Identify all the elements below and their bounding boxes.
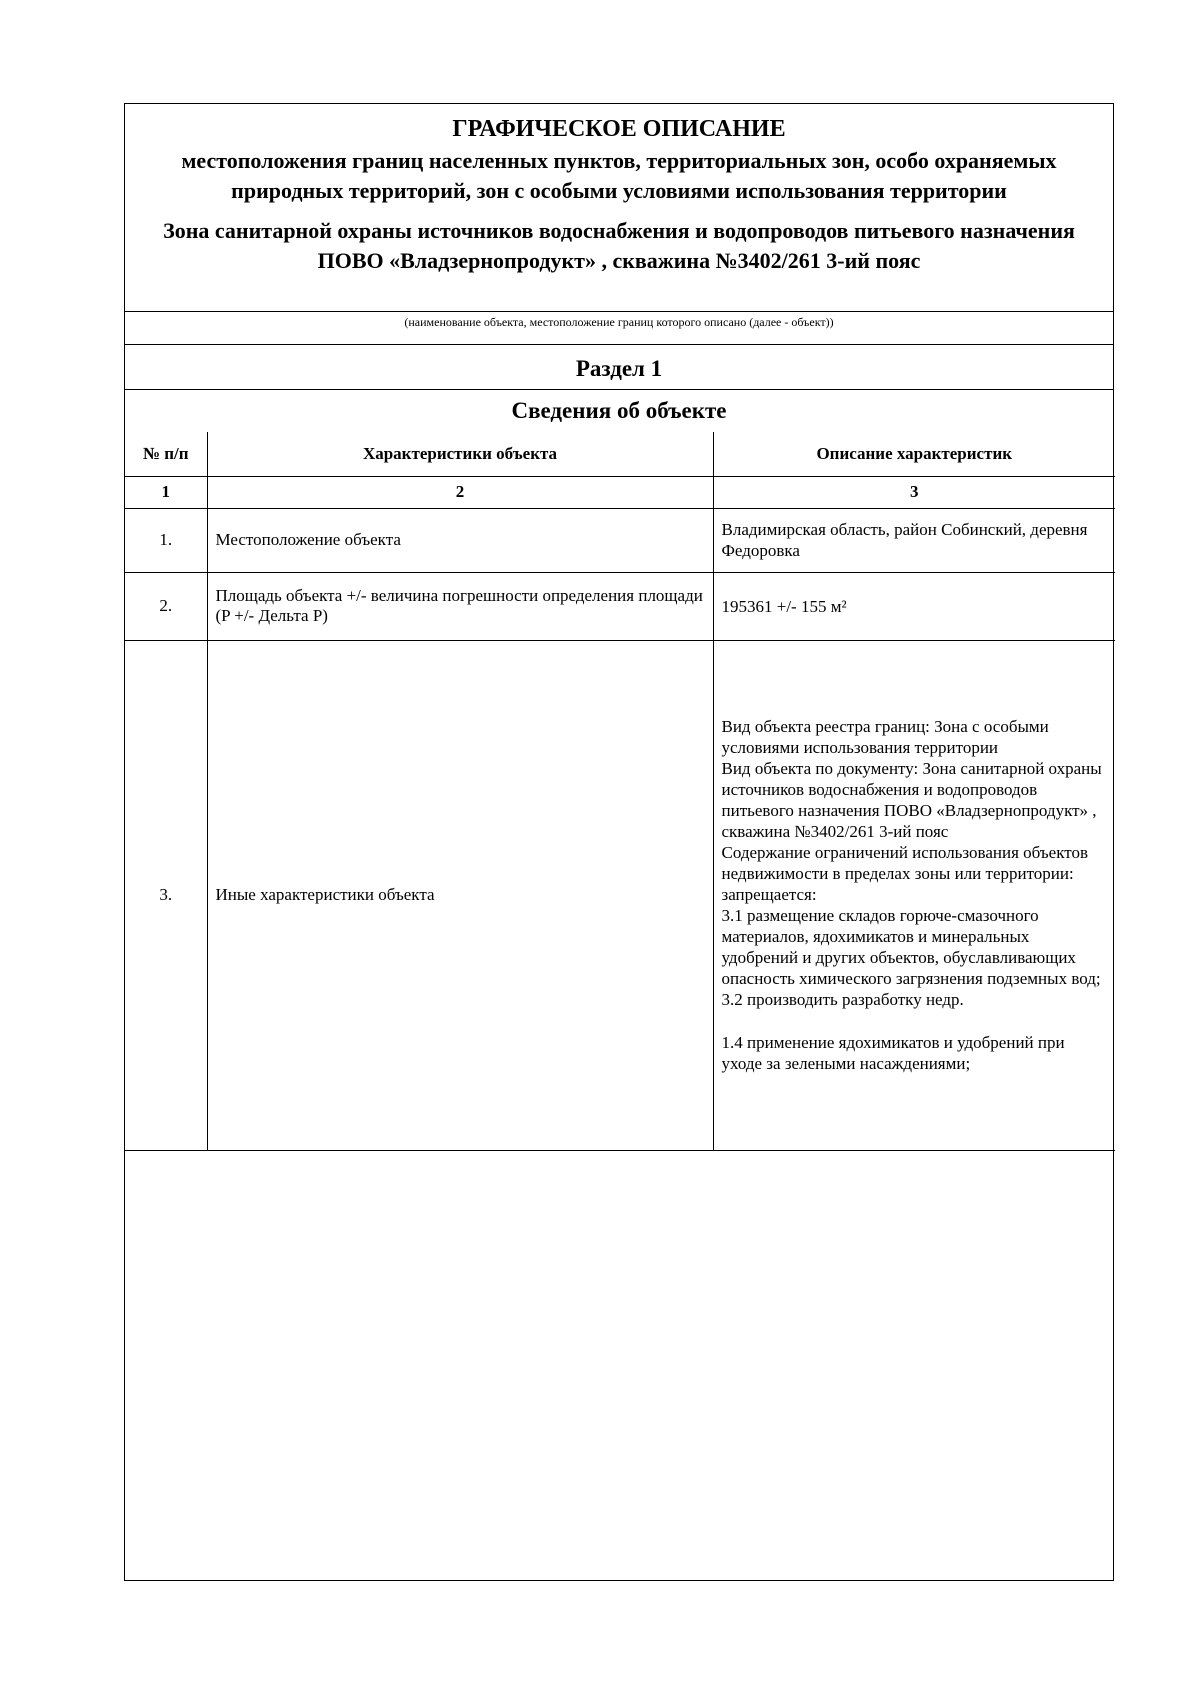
object-name: Зона санитарной охраны источников водоснабжения и водопроводов питьевого назначения ПОВО «Владзернопродукт» , скважина №3402/261 3-ий пояс bbox=[163, 218, 1075, 273]
row-description-main: Вид объекта реестра границ: Зона с особыми условиями использования территории Вид объекта по документу: Зона санитарной охраны источников водоснабжения и водопроводов питьевого назначения ПОВО «Владзернопродукт» , скважина №3402/261 3-ий пояс Содержание ограничений использования объектов недвижимости в пределах зоны или территории: запрещается: 3.1 размещение складов горюче-смазочного материалов, ядохимикатов и минеральных удобрений и других объектов, обуславливающих опасность химического загрязнения подземных вод; 3.2 производить разработку недр. bbox=[721, 717, 1102, 1009]
row-characteristic: Местоположение объекта bbox=[207, 508, 713, 572]
object-info-table bbox=[125, 432, 1115, 1151]
table-row bbox=[125, 640, 1115, 1150]
column-number-2: 2 bbox=[207, 476, 713, 508]
section-subtitle: Сведения об объекте bbox=[511, 398, 727, 423]
document-subtitle: местоположения границ населенных пунктов, территориальных зон, особо охраняемых природных территорий, зон с особыми условиями использования территории bbox=[181, 148, 1057, 203]
section-divider bbox=[125, 389, 1113, 390]
table-header-row bbox=[125, 432, 1115, 476]
row-number: 2. bbox=[125, 572, 207, 640]
header-number: № п/п bbox=[125, 432, 207, 476]
column-number-3: 3 bbox=[713, 476, 1115, 508]
row-characteristic: Площадь объекта +/- величина погрешности определения площади (P +/- Дельта P) bbox=[207, 572, 713, 640]
row-characteristic: Иные характеристики объекта bbox=[207, 640, 713, 1150]
document-title: ГРАФИЧЕСКОЕ ОПИСАНИЕ bbox=[452, 116, 786, 142]
object-caption: (наименование объекта, местоположение границ которого описано (далее - объект)) bbox=[404, 315, 834, 329]
row-description-extra: 1.4 применение ядохимикатов и удобрений при уходе за зелеными насаждениями; bbox=[721, 1033, 1065, 1073]
document-frame bbox=[124, 103, 1114, 1581]
header-description: Описание характеристик bbox=[713, 432, 1115, 476]
column-number-row bbox=[125, 476, 1115, 508]
row-description: 195361 +/- 155 м² bbox=[713, 572, 1115, 640]
caption-divider bbox=[125, 344, 1113, 345]
description-spacer bbox=[722, 1010, 1108, 1032]
row-number: 3. bbox=[125, 640, 207, 1150]
row-description bbox=[713, 640, 1115, 1150]
table-row bbox=[125, 508, 1115, 572]
row-number: 1. bbox=[125, 508, 207, 572]
table-row bbox=[125, 572, 1115, 640]
title-block bbox=[125, 104, 1113, 311]
row-description: Владимирская область, район Собинский, деревня Федоровка bbox=[713, 508, 1115, 572]
column-number-1: 1 bbox=[125, 476, 207, 508]
header-characteristic: Характеристики объекта bbox=[207, 432, 713, 476]
section-title: Раздел 1 bbox=[575, 356, 663, 381]
